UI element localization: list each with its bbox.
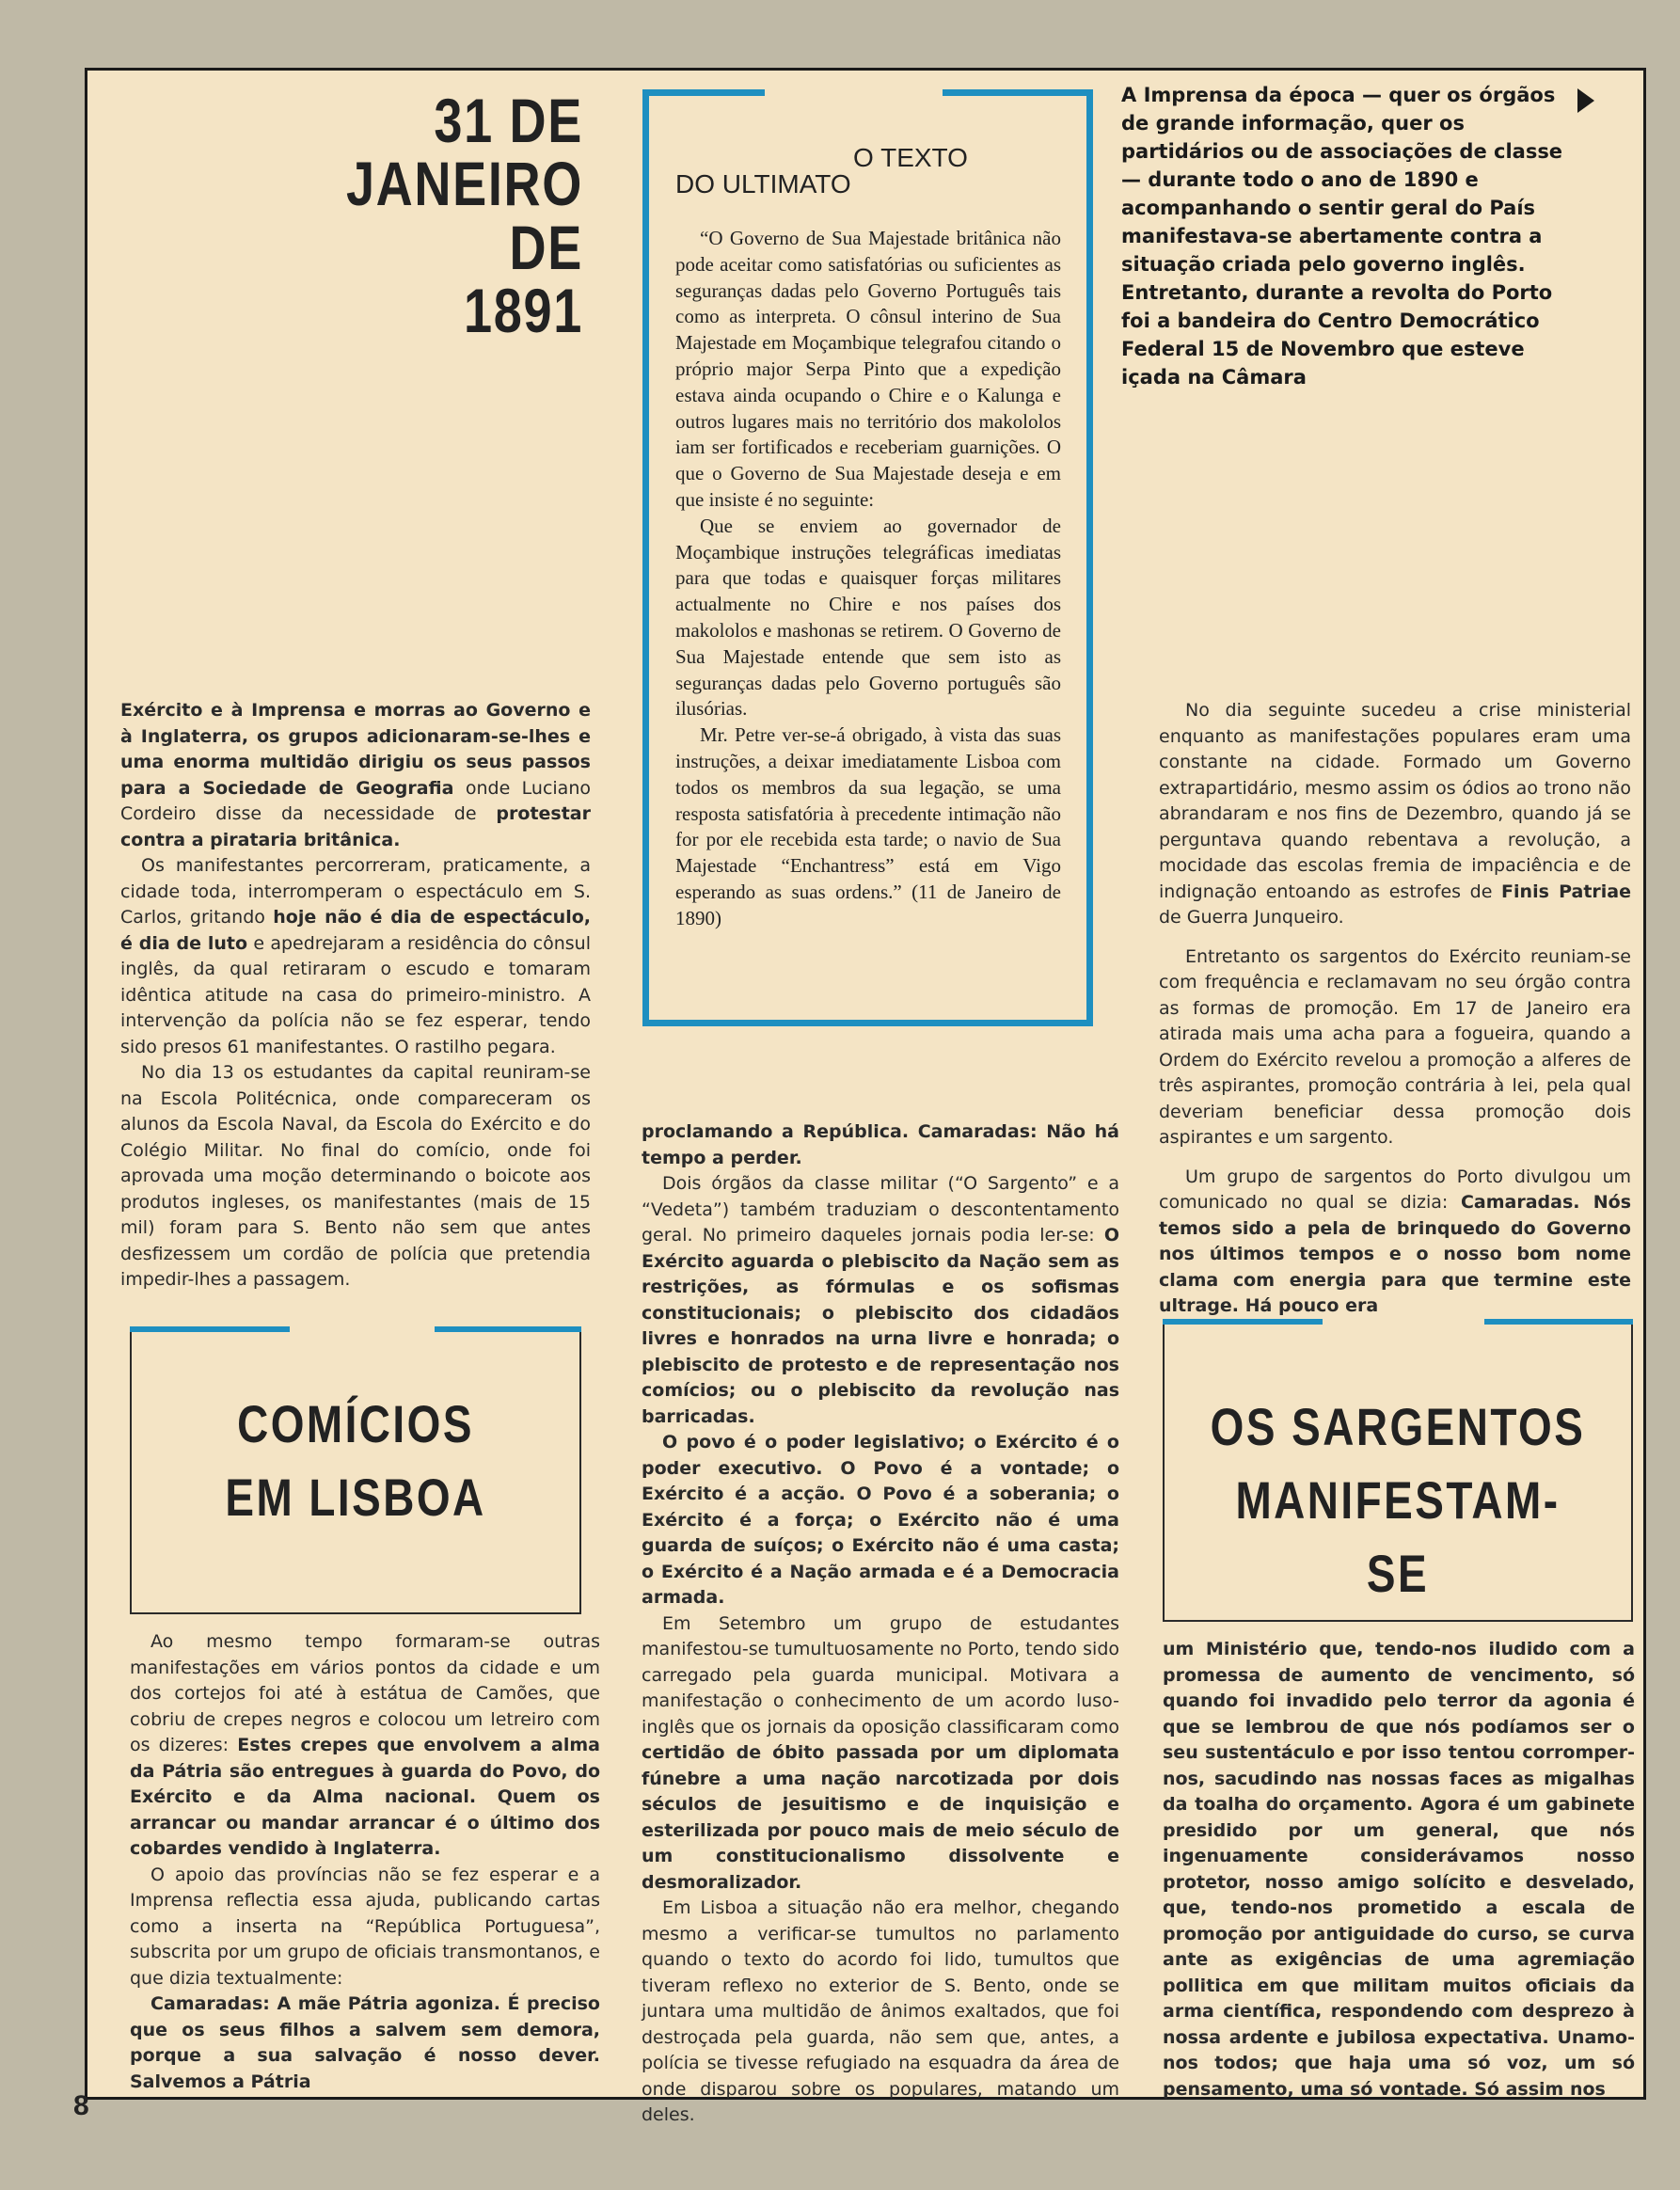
paragraph: Um grupo de sargentos do Porto divulgou um comunicado no qual se dizia: Camaradas. Nós temos sido a pela de brinquedo do Governo nos últimos tempos e o nosso bom nome clama com energia para que termine este ultrage. Há pouco era (1159, 1166, 1631, 1316)
sargentos-title-line1: OS SARGENTOS (1210, 1397, 1586, 1456)
paragraph: No dia seguinte sucedeu a crise ministerial enquanto as manifestações populares eram uma constante na cidade. Formado um Governo extrapartidário, mesmo assim os ódios ao trono não abrandaram e nos fins de Dezembro, quando já se perguntava quando rebentava a revolução, a mocidade das escolas fremia de impaciência e de indignação entoando as estrofes de Finis Patriae de Guerra Junqueiro. (1159, 700, 1631, 928)
paragraph: Os manifestantes percorreram, praticamente, a cidade toda, interromperam o espectáculo em S. Carlos, gritando hoje não é dia de espectáculo, é dia de luto e apedrejaram a residência do cônsul inglês, da qual retiraram o escudo e tomaram idêntica atitude na casa do primeiro-ministro. A intervenção da polícia não se fez esperar, tendo sido presos 61 manifestantes. O rastilho pegara. (120, 855, 591, 1057)
paragraph: O povo é o poder legislativo; o Exército é o poder executivo. O Povo é a vontade; o Exército é a acção. O Povo é a soberania; o Exército é a força; o Exército não é uma guarda de suíços; o Exército não é uma casta; o Exército é a Nação armada e é a Democracia armada. (642, 1432, 1119, 1608)
paragraph: Em Setembro um grupo de estudantes manifestou-se tumultuosamente no Porto, tendo sido carregado pela guarda municipal. Motivara a manifestação o conhecimento de um acordo luso-inglês que os jornais da oposição classificaram como certidão de óbito passada por um diplomata fúnebre a uma nação narcotizada por dois séculos de jesuitismo e de inquisição e esterilizada por pouco mais de meio século de um constitucionalismo dissolvente e desmoralizador. (642, 1612, 1119, 1893)
paragraph: proclamando a República. Camaradas: Não há tempo a perder. (642, 1121, 1119, 1168)
ultimato-paragraph: “O Governo de Sua Majestade britânica não pode aceitar como satisfatórias ou suficientes as seguranças dadas pelo Governo Português tais como as interpreta. O cônsul interino de Sua Majestade em Moçambique telegrafou citando o próprio major Serpa Pinto que a expedição estava ainda ocupando o Chire e o Kalunga e outros lugares mais no território dos makololos iam ser fortificados e receberiam guarnições. O que o Governo de Sua Majestade deseja e em que insiste é no seguinte: (675, 227, 1061, 511)
paragraph: O apoio das províncias não se fez esperar e a Imprensa reflectia essa ajuda, publicando cartas como a inserta na “República Portuguesa”, subscrita por um grupo de oficiais transmontanos, e que dizia textualmente: (130, 1864, 600, 1989)
col1-top-text (120, 698, 591, 1293)
headline-line2: DE (509, 212, 583, 282)
paragraph: Exército e à Imprensa e morras ao Governo e à Inglaterra, os grupos adicionaram-se-lhes e uma enorma multidão dirigiu os seus passos para a Sociedade de Geografia onde Luciano Cordeiro disse da necessidade de protestar contra a pirataria britânica. (120, 700, 591, 850)
paragraph: Dois órgãos da classe militar (“O Sargento” e a “Vedeta”) também traduziam o descontentamento geral. No primeiro daqueles jornais podia ler-se: O Exército aguarda o plebiscito da Nação sem as restrições, as fórmulas e os sofismas constitucionais; o plebiscito dos cidadãos livres e honrados na urna livre e honrada; o plebiscito de protesto e de representação nos comícios; ou o plebiscito da revolução nas barricadas. (642, 1173, 1119, 1427)
ultimato-text (675, 226, 1061, 932)
intro-paragraph: Entretanto, durante a revolta do Porto foi a bandeira do Centro Democrático Federal 15 de Novembro que esteve içada na Câmara (1121, 281, 1553, 389)
comicios-title-line1: COMÍCIOS (237, 1394, 474, 1453)
intro-text (1121, 81, 1571, 391)
right-triangle-arrow-icon (1577, 88, 1594, 113)
headline-line3: 1891 (464, 275, 583, 345)
page-number: 8 (73, 2090, 89, 2121)
ultimato-paragraph: Que se enviem ao governador de Moçambique instruções telegráficas imediatas para que todas e quaisquer forças militares actualmente no Chire e nos países dos makololos e mashonas se retirem. O Governo de Sua Majestade entende que sem isto as seguranças dadas pelo Governo português são ilusórias. (675, 514, 1061, 721)
paragraph: Em Lisboa a situação não era melhor, chegando mesmo a verificar-se tumultos no parlamento quando o texto do acordo foi lido, tumultos que tiveram reflexo no exterior de S. Bento, onde se juntara uma multidão de ânimos exaltados, que foi destroçada pela guarda, não sem que, antes, a polícia se tivesse refugiado na esquadra da área de onde disparou sobre os populares, matando um deles. (642, 1897, 1119, 2125)
col3-top-text (1159, 698, 1631, 1320)
col2-text (642, 1119, 1119, 2129)
paragraph: Ao mesmo tempo formaram-se outras manifestações em vários pontos da cidade e um dos cortejos foi até à estátua de Camões, que cobriu de crepes negros e colocou um letreiro com os dizeres: Estes crepes que envolvem a alma da Pátria são entregues à guarda do Povo, do Exército e da Alma nacional. Quem os arrancar ou mandar arrancar é o último dos cobardes vendido à Inglaterra. (130, 1631, 600, 1859)
ultimato-paragraph: Mr. Petre ver-se-á obrigado, à vista das suas instruções, a deixar imediatamente Lisboa com todos os membros da sua legação, se uma resposta satisfatória à precedente intimação não for por ele recebida esta tarde; o navio de Sua Majestade “Enchantress” está em Vigo esperando as suas ordens.” (11 de Janeiro de 1890) (675, 723, 1061, 929)
ultimato-title (675, 145, 1061, 198)
comicios-text (130, 1629, 600, 2095)
paragraph: Entretanto os sargentos do Exército reuniam-se com frequência e reclamavam no seu órgão contra as formas de promoção. Em 17 de Janeiro era atirada mais uma acha para a fogueira, quando a Ordem do Exército revelou a promoção a alferes de três aspirantes, promoção contrária à lei, pela qual deveriam beneficiar dessa promoção dois aspirantes e um sargento. (1159, 945, 1631, 1148)
sargentos-title-line2: MANIFESTAM-SE (1235, 1470, 1561, 1603)
comicios-title-line2: EM LISBOA (225, 1468, 486, 1527)
sargentos-text (1163, 1637, 1635, 2103)
sargentos-title (1207, 1390, 1590, 1611)
ultimato-title-line1: O TEXTO (853, 143, 968, 172)
headline (213, 86, 583, 345)
ultimato-title-line2: DO ULTIMATO (675, 169, 851, 198)
intro-paragraph: A Imprensa da época — quer os órgãos de grande informação, quer os partidários ou de associações de classe — durante todo o ano de 1890 e acompanhando o sentir geral do País manifestava-se abertamente contra a situação criada pelo governo inglês. (1121, 84, 1563, 276)
paragraph: Camaradas: A mãe Pátria agoniza. É preciso que os seus filhos a salvem sem demora, porque a sua salvação é nosso dever. Salvemos a Pátria (130, 1993, 600, 2092)
paragraph: No dia 13 os estudantes da capital reuniram-se na Escola Politécnica, onde compareceram os alunos da Escola Naval, da Escola do Exército e do Colégio Militar. No final do comício, onde foi aprovada uma moção determinando o boicote aos produtos ingleses, os manifestantes (mais de 15 mil) foram para S. Bento não sem que antes desfizessem um cordão de polícia que pretendia impedir-lhes a passagem. (120, 1062, 591, 1290)
paragraph: um Ministério que, tendo-nos iludido com a promessa de aumento de vencimento, só quando foi invadido pelo terror da agonia é que se lembrou de que nós podíamos ser o seu sustentáculo e por isso tentou corromper-nos, sacudindo nas nossas faces as migalhas da toalha do orçamento. Agora é um gabinete presidido por um general, que nós ingenuamente considerávamos nosso protetor, nosso amigo solícito e desvelado, que, tendo-nos prometido a escala de promoção por antiguidade do curso, se curva ante as exigências de uma agremiação pollitica em que militam muitos oficiais da arma científica, respondendo com desprezo à nossa ardente e jubilosa expectativa. Unamo-nos todos; que haja uma só voz, um só pensamento, uma só vontade. Só assim nos (1163, 1639, 1635, 2100)
comicios-title (172, 1388, 539, 1534)
headline-line1: 31 DE JANEIRO (345, 86, 583, 219)
